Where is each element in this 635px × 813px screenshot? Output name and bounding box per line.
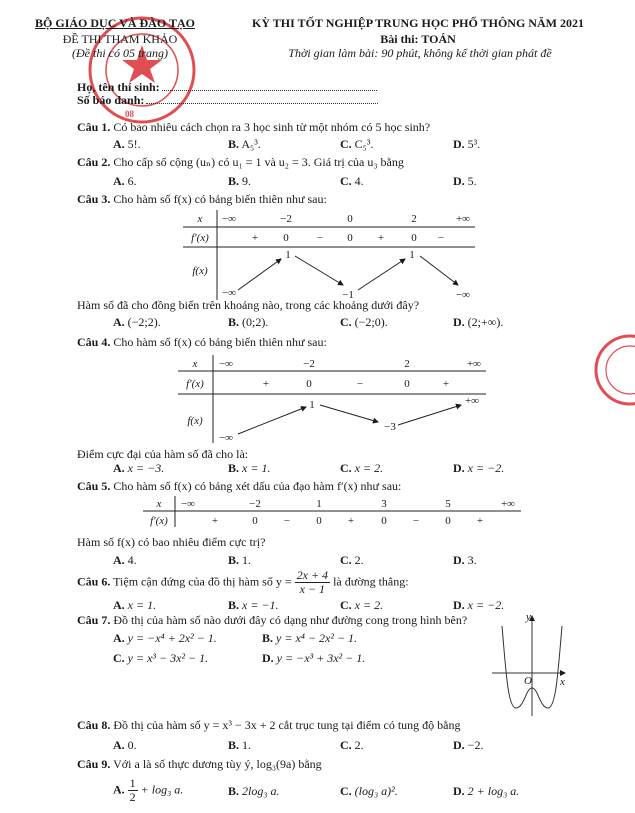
option-text: 4. (127, 553, 137, 567)
q2-option-a[interactable] (113, 174, 137, 188)
option-letter: B. (228, 553, 240, 567)
question-8 (77, 718, 461, 732)
sign: 0 (404, 378, 410, 390)
option-letter: D. (453, 315, 465, 329)
q4-option-b[interactable] (228, 461, 270, 475)
option-text: y = −x³ + 3x² − 1. (276, 651, 366, 665)
origin-label: O (524, 675, 532, 687)
q5-option-c[interactable] (340, 553, 364, 567)
option-letter: D. (453, 784, 465, 798)
sign: 0 (306, 378, 312, 390)
sign: − (283, 515, 291, 527)
exam-title: KỲ THI TỐT NGHIỆP TRUNG HỌC PHỔ THÔNG NĂM 2021 (252, 16, 584, 30)
sign: + (442, 378, 450, 390)
option-text: 5³. (467, 137, 481, 151)
q9-option-a[interactable] (113, 777, 183, 804)
option-letter: A. (113, 174, 125, 188)
question-1 (77, 120, 430, 134)
q2-option-d[interactable] (453, 174, 477, 188)
question-text: Cho hàm số f(x) có bảng biến thiên như sau: (113, 192, 327, 206)
q8-option-b[interactable] (228, 738, 251, 752)
option-text: x = −2. (467, 598, 505, 612)
question-text: Cho cấp số cộng (uₙ) có u₁ = 1 và u₂ = 3. Giá trị của u₃ bằng (113, 155, 404, 169)
option-text: 2. (354, 553, 364, 567)
sign: + (251, 232, 259, 244)
x-label: x (197, 213, 203, 225)
x-value: 2 (404, 358, 410, 370)
question-text: Đồ thị của hàm số nào dưới đây có dạng như đường cong trong hình bên? (113, 613, 468, 627)
option-letter: B. (228, 598, 240, 612)
q7-option-d[interactable] (262, 651, 365, 665)
option-letter: C. (340, 553, 352, 567)
fraction (295, 569, 330, 596)
option-text: + log₃ a. (140, 782, 184, 797)
candidate-id-field[interactable] (77, 93, 378, 107)
question-text: Cho hàm số f(x) có bảng biến thiên như sau: (113, 335, 327, 349)
option-letter: C. (113, 651, 125, 665)
q3-option-d[interactable] (453, 315, 503, 329)
f-value: 1 (285, 249, 291, 261)
question-label: Câu 2. (77, 155, 111, 169)
x-value: +∞ (500, 498, 516, 510)
option-letter: B. (228, 784, 240, 798)
x-value: −2 (249, 498, 261, 510)
f-value: −∞ (221, 287, 237, 299)
option-text: x = 2. (354, 598, 384, 612)
q8-option-a[interactable] (113, 738, 137, 752)
q4-option-c[interactable] (340, 461, 383, 475)
q5-sign-table (143, 496, 523, 530)
option-text: C₅³. (354, 137, 374, 151)
sign: + (347, 515, 355, 527)
option-letter: D. (453, 174, 465, 188)
question-label: Câu 6. (77, 574, 111, 589)
option-text: y = −x⁴ + 2x² − 1. (127, 631, 217, 645)
option-letter: C. (340, 738, 352, 752)
f-value: −∞ (218, 432, 234, 444)
option-text: 2log₃ a. (242, 784, 280, 798)
q6-option-b[interactable] (228, 598, 279, 612)
option-text: x = −3. (127, 461, 165, 475)
f-value: −3 (384, 421, 396, 433)
option-letter: D. (453, 461, 465, 475)
q2-option-b[interactable] (228, 174, 251, 188)
time-note: Thời gian làm bài: 90 phút, không kể thời gian phát đề (288, 46, 552, 60)
option-text: (−2;2). (127, 315, 161, 329)
option-text: 1. (242, 738, 252, 752)
q9-option-b[interactable] (228, 784, 280, 798)
q9-option-d[interactable] (453, 784, 519, 798)
q7-function-graph (490, 612, 570, 720)
option-text: y = x⁴ − 2x² − 1. (276, 631, 358, 645)
question-6 (77, 569, 409, 596)
f-value: −∞ (455, 289, 471, 301)
option-letter: C. (340, 784, 352, 798)
sign: + (476, 515, 484, 527)
q3-variation-table (183, 210, 478, 302)
option-letter: B. (228, 174, 240, 188)
x-value: −∞ (180, 498, 196, 510)
denominator: x − 1 (299, 582, 326, 596)
q5-option-a[interactable] (113, 553, 137, 567)
option-letter: C. (340, 461, 352, 475)
q1-option-c[interactable] (340, 137, 373, 151)
q8-option-c[interactable] (340, 738, 364, 752)
q6-option-c[interactable] (340, 598, 383, 612)
q1-option-a[interactable] (113, 137, 141, 151)
question-7 (77, 613, 467, 627)
x-value: 1 (316, 498, 322, 510)
option-letter: A. (113, 461, 125, 475)
option-text: x = 2. (354, 461, 384, 475)
sign: 0 (252, 515, 258, 527)
option-text: (2;+∞). (467, 315, 504, 329)
question-text: Có bao nhiêu cách chọn ra 3 học sinh từ một nhóm có 5 học sinh? (113, 120, 431, 134)
option-letter: A. (113, 553, 125, 567)
option-text: 1. (242, 553, 252, 567)
sign: − (412, 515, 420, 527)
option-letter: C. (340, 137, 352, 151)
fprime-label: f′(x) (150, 515, 168, 527)
option-letter: A. (113, 631, 125, 645)
question-text: Tiệm cận đứng của đồ thị hàm số y = (113, 574, 292, 589)
option-letter: B. (228, 738, 240, 752)
f-value: −1 (342, 289, 354, 301)
option-text: x = 1. (127, 598, 157, 612)
x-value: 5 (445, 498, 451, 510)
option-letter: A. (113, 315, 125, 329)
option-letter: B. (228, 315, 240, 329)
f-label: f(x) (192, 265, 208, 277)
x-value: −∞ (221, 213, 237, 225)
option-text: 5!. (127, 137, 141, 151)
q5-option-d[interactable] (453, 553, 477, 567)
q8-option-d[interactable] (453, 738, 483, 752)
sign: 0 (411, 232, 417, 244)
sign: 0 (347, 232, 353, 244)
question-label: Câu 9. (77, 757, 111, 771)
x-axis-label: x (560, 676, 565, 688)
f-label: f(x) (187, 415, 203, 427)
exam-type: ĐỀ THI THAM KHẢO (62, 32, 178, 46)
question-text: Với a là số thực dương tùy ý, log₃(9a) bằng (113, 757, 322, 771)
q6-option-d[interactable] (453, 598, 504, 612)
option-text: 6. (127, 174, 137, 188)
q4-option-d[interactable] (453, 461, 504, 475)
sign: − (316, 232, 324, 244)
numerator: 2x + 4 (296, 568, 329, 582)
id-label: Số báo danh: (77, 93, 145, 107)
question-text: Đồ thị của hàm số y = x³ − 3x + 2 cắt trục tung tại điểm có tung độ bằng (113, 718, 461, 732)
page-edge-stamp (592, 320, 635, 420)
option-letter: C. (340, 315, 352, 329)
x-value: 3 (381, 498, 387, 510)
candidate-name-field[interactable] (77, 80, 377, 94)
option-text: y = x³ − 3x² − 1. (127, 651, 209, 665)
question-text: Cho hàm số f(x) có bảng xét dấu của đạo hàm f′(x) như sau: (113, 479, 402, 493)
f-value: 1 (409, 249, 415, 261)
x-value: +∞ (466, 358, 482, 370)
option-letter: B. (228, 461, 240, 475)
pages-note: (Đề thi có 05 trang) (72, 46, 168, 60)
question-9 (77, 757, 322, 771)
option-text: x = 1. (242, 461, 271, 475)
q4-variation-table (178, 355, 490, 445)
name-label: Họ, tên thí sinh: (77, 80, 160, 94)
ministry-name: BỘ GIÁO DỤC VÀ ĐÀO TẠO (35, 16, 195, 30)
fprime-label: f′(x) (186, 378, 204, 390)
q1-option-b[interactable] (228, 137, 261, 151)
numerator: 1 (129, 776, 136, 790)
q2-option-c[interactable] (340, 174, 364, 188)
sign: 0 (381, 515, 387, 527)
option-text: A₅³. (241, 137, 261, 151)
sign: 0 (445, 515, 451, 527)
x-value: −∞ (218, 358, 234, 370)
option-letter: A. (113, 782, 125, 797)
q7-option-c[interactable] (113, 651, 208, 665)
x-value: 2 (411, 213, 417, 225)
q7-option-a[interactable] (113, 631, 217, 645)
sign: 0 (316, 515, 322, 527)
option-letter: A. (113, 738, 125, 752)
option-text: −2. (467, 738, 484, 752)
question-5 (77, 479, 401, 493)
option-text: 5. (467, 174, 477, 188)
option-text: (−2;0). (354, 315, 388, 329)
option-text: 0. (127, 738, 137, 752)
x-label: x (156, 498, 162, 510)
q4-option-a[interactable] (113, 461, 164, 475)
q3-option-c[interactable] (340, 315, 388, 329)
option-text: 2 + log₃ a. (467, 784, 520, 798)
svg-text:08: 08 (125, 109, 134, 119)
x-value: 0 (347, 213, 353, 225)
question-text: là đường thẳng: (333, 574, 409, 589)
y-axis-label: y (526, 612, 531, 623)
x-value: +∞ (455, 213, 471, 225)
option-letter: D. (453, 553, 465, 567)
option-text: (0;2). (242, 315, 269, 329)
question-4 (77, 335, 327, 349)
q5-question: Hàm số f(x) có bao nhiêu điểm cực trị? (77, 535, 266, 549)
subject: Bài thi: TOÁN (380, 32, 456, 46)
option-letter: A. (113, 598, 125, 612)
f-value: +∞ (464, 395, 480, 407)
q9-option-c[interactable] (340, 784, 398, 798)
x-label: x (192, 358, 198, 370)
option-letter: D. (453, 738, 465, 752)
option-text: 9. (242, 174, 252, 188)
option-letter: C. (340, 598, 352, 612)
fraction (128, 777, 138, 804)
question-label: Câu 8. (77, 718, 111, 732)
option-letter: B. (228, 137, 240, 151)
question-label: Câu 4. (77, 335, 111, 349)
option-letter: D. (453, 598, 465, 612)
option-text: 3. (467, 553, 477, 567)
option-letter: B. (262, 631, 274, 645)
option-text: 2. (354, 738, 364, 752)
sign: 0 (283, 232, 289, 244)
sign: + (377, 232, 385, 244)
sign: + (211, 515, 219, 527)
f-value: 1 (309, 399, 315, 411)
option-letter: D. (262, 651, 274, 665)
fprime-label: f′(x) (191, 232, 209, 244)
x-value: −2 (303, 358, 315, 370)
q4-question: Điểm cực đại của hàm số đã cho là: (77, 447, 249, 461)
sign: + (262, 378, 270, 390)
option-text: (log₃ a)². (354, 784, 398, 798)
sign: − (437, 232, 445, 244)
q7-option-b[interactable] (262, 631, 357, 645)
x-value: −2 (280, 213, 292, 225)
option-text: x = −1. (242, 598, 279, 612)
sign: − (356, 378, 364, 390)
q5-option-b[interactable] (228, 553, 251, 567)
q6-option-a[interactable] (113, 598, 156, 612)
question-3 (77, 192, 327, 206)
q1-option-d[interactable] (453, 137, 480, 151)
question-label: Câu 7. (77, 613, 111, 627)
question-2 (77, 155, 404, 169)
denominator: 2 (129, 790, 136, 804)
question-label: Câu 1. (77, 120, 111, 134)
option-text: x = −2. (467, 461, 505, 475)
question-label: Câu 5. (77, 479, 111, 493)
option-letter: D. (453, 137, 465, 151)
q3-option-a[interactable] (113, 315, 161, 329)
option-letter: A. (113, 137, 125, 151)
question-label: Câu 3. (77, 192, 111, 206)
q3-question: Hàm số đã cho đồng biến trên khoảng nào, trong các khoảng dưới đây? (77, 298, 420, 312)
q3-option-b[interactable] (228, 315, 268, 329)
option-text: 4. (354, 174, 364, 188)
option-letter: C. (340, 174, 352, 188)
